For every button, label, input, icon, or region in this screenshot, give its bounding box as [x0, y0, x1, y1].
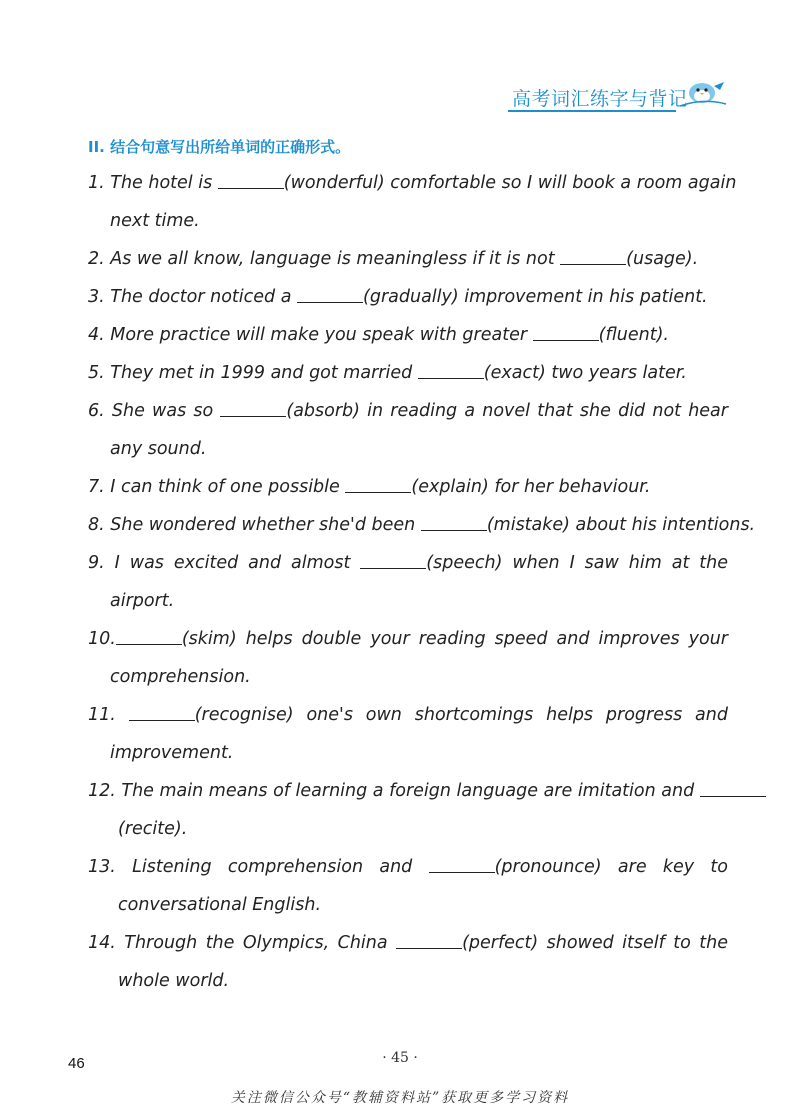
answer-blank[interactable] — [418, 360, 484, 379]
answer-blank[interactable] — [360, 550, 426, 569]
answer-blank[interactable] — [345, 474, 411, 493]
question-5: 5. They met in 1999 and got married (exact) two years later. — [88, 354, 728, 392]
answer-blank[interactable] — [220, 398, 286, 417]
question-9-cont: airport. — [110, 591, 175, 611]
answer-blank[interactable] — [396, 930, 462, 949]
question-8: 8. She wondered whether she'd been (mistake) about his intentions. — [88, 506, 728, 544]
answer-blank[interactable] — [297, 284, 363, 303]
answer-blank[interactable] — [700, 778, 766, 797]
question-14: 14. Through the Olympics, China (perfect) showed itself to the — [88, 924, 728, 962]
answer-blank[interactable] — [218, 170, 284, 189]
footer-note: 关注微信公众号“教辅资料站”获取更多学习资料 — [230, 1090, 570, 1106]
question-4: 4. More practice will make you speak with greater (fluent). — [88, 316, 728, 354]
answer-blank[interactable] — [429, 854, 495, 873]
question-13: 13. Listening comprehension and (pronounce) are key to — [88, 848, 728, 886]
answer-blank[interactable] — [421, 512, 487, 531]
question-7: 7. I can think of one possible (explain) for her behaviour. — [88, 468, 728, 506]
question-11: 11. (recognise) one's own shortcomings helps progress and — [88, 696, 728, 734]
question-6: 6. She was so (absorb) in reading a novel that she did not hear — [88, 392, 728, 430]
question-10: 10. (skim) helps double your reading speed and improves your — [88, 620, 728, 658]
question-2: 2. As we all know, language is meaningless if it is not (usage). — [88, 240, 728, 278]
book-page-number: 46 — [68, 1055, 85, 1072]
question-12: 12. The main means of learning a foreign language are imitation and — [88, 772, 728, 810]
question-3: 3. The doctor noticed a (gradually) improvement in his patient. — [88, 278, 728, 316]
question-1-cont: next time. — [110, 211, 200, 231]
exercise-list — [88, 164, 756, 1000]
question-12-cont: (recite). — [118, 819, 188, 839]
bird-icon — [678, 76, 728, 110]
question-10-cont: comprehension. — [110, 667, 251, 687]
question-9: 9. I was excited and almost (speech) when I saw him at the — [88, 544, 728, 582]
question-11-cont: improvement. — [110, 743, 234, 763]
answer-blank[interactable] — [560, 246, 626, 265]
header-underline — [508, 110, 676, 112]
question-14-cont: whole world. — [118, 971, 230, 991]
answer-blank[interactable] — [129, 702, 195, 721]
header-title: 高考词汇练字与背记 — [512, 88, 688, 110]
question-1: 1. The hotel is (wonderful) comfortable so I will book a room again — [88, 164, 728, 202]
section-title: II. 结合句意写出所给单词的正确形式。 — [88, 138, 351, 156]
question-6-cont: any sound. — [110, 439, 207, 459]
answer-blank[interactable] — [533, 322, 599, 341]
answer-blank[interactable] — [116, 626, 182, 645]
page-number: · 45 · — [382, 1050, 418, 1066]
question-13-cont: conversational English. — [118, 895, 322, 915]
